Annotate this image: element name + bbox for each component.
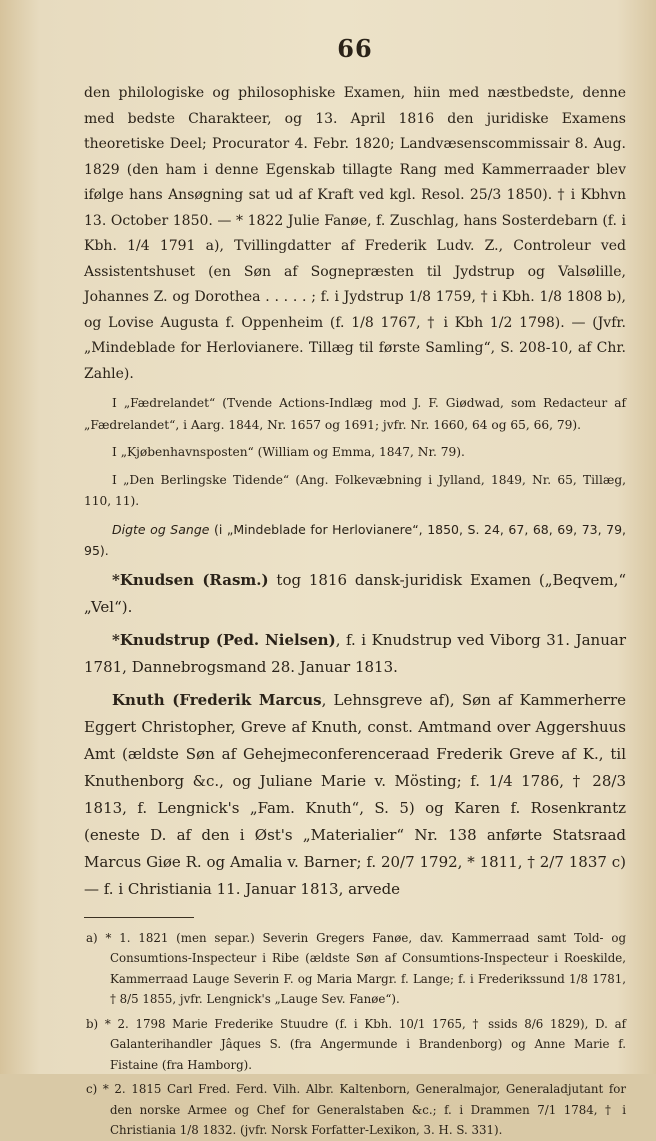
footnote-a: a) * 1. 1821 (men separ.) Severin Gregers Fanøe, dav. Kammerraad samt Told- og Consumtions-Inspecteur i Ribe (ældste Søn af Consumtions-Inspecteur i Roeskilde, Kammerraad Lauge Severin F. og Maria Margr. f. Lange; f. i Frederikssund 1/8 1781, † 8/5 1855, jvfr. Lengnick's „Lauge Sev. Fanøe“).	[86, 930, 626, 1006]
entry-knudsen-text: tog 1816 dansk-juridisk Examen („Beqvem,“ „Vel“).	[84, 570, 627, 616]
footnote-b: b) * 2. 1798 Marie Frederike Stuudre (f. i Kbh. 10/1 1765, † ssids 8/6 1829), D. af Galanterihandler Jâques S. (fra Angermunde i Brandenborg) og Anne Marie f. Fistaine (fra Hamborg).	[86, 1016, 626, 1072]
footnote-divider	[84, 917, 194, 918]
page-number: 66	[337, 34, 373, 63]
digte-title: Digte og Sange	[112, 521, 210, 537]
digte-rest: (i „Mindeblade for Herlovianere“, 1850, S. 24, 67, 68, 69, 73, 79, 95).	[84, 521, 627, 558]
entry-knudstrup	[84, 627, 626, 681]
paragraph-digte	[84, 519, 626, 561]
entry-knudstrup-text: , f. i Knudstrup ved Viborg 31. Januar 1781, Dannebrogsmand 28. Januar 1813.	[84, 630, 626, 676]
entry-knuth-name: Knuth (Frederik Marcus	[112, 690, 322, 709]
paragraph-biography: den philologiske og philosophiske Examen, hiin med næstbedste, denne med bedste Charakteer, og 13. April 1816 den juridiske Examens theoretiske Deel; Procurator 4. Febr. 1820; Landvæsenscommissair 8. Aug. 1829 (den ham i denne Egenskab tillagte Rang med Kammerraader blev ifølge hans Ansøgning sat ud af Kraft ved kgl. Resol. 25/3 1850). † i Kbhvn 13. October 1850. — * 1822 Julie Fanøe, f. Zuschlag, hans Sosterdebarn (f. i Kbh. 1/4 1791 a), Tvillingdatter af Frederik Ludv. Z., Controleur ved Assistentshuset (en Søn af Sognepræsten til Jydstrup og Valsølille, Johannes Z. og Dorothea . . . . . ; f. i Jydstrup 1/8 1759, † i Kbh. 1/8 1808 b), og Lovise Augusta f. Oppenheim (f. 1/8 1767, † i Kbh 1/2 1798). — (Jvfr. „Mindeblade for Herlovianere. Tillæg til første Samling“, S. 208-10, af Chr. Zahle).	[84, 85, 626, 382]
entry-knudstrup-name: *Knudstrup (Ped. Nielsen)	[112, 630, 336, 649]
footnotes	[84, 928, 626, 1141]
entry-knuth	[84, 687, 626, 903]
main-text	[84, 81, 626, 903]
paragraph-kjobenhavnsposten: I „Kjøbenhavnsposten“ (William og Emma, 1847, Nr. 79).	[112, 445, 465, 459]
footnote-c: c) * 2. 1815 Carl Fred. Ferd. Vilh. Albr. Kaltenborn, Generalmajor, Generaladjutant for den norske Armee og Chef for Generalstaben &c.; f. i Drammen 7/1 1784, † i Christiania 1/8 1832. (jvfr. Norsk Forfatter-Lexikon, 3. H. S. 331).	[86, 1082, 626, 1137]
entry-knuth-text: , Lehnsgreve af), Søn af Kammerherre Eggert Christopher, Greve af Knuth, const. Amtmand over Aggershuus Amt (ældste Søn af Gehejmeconferenceraad Frederik Greve af K., til Knuthenborg &c., og Juliane Marie v. Mösting; f. 1/4 1786, † 28/3 1813, f. Lengnick's „Fam. Knuth“, S. 5) og Karen f. Rosenkrantz (eneste D. af den i Øst's „Materialier“ Nr. 138 anførte Statsraad Marcus Giøe R. og Amalia v. Barner; f. 20/7 1792, * 1811, † 2/7 1837 c) — f. i Christiania 11. Januar 1813, arvede	[84, 690, 626, 898]
entry-knudsen	[84, 567, 626, 621]
paragraph-faedrelandet: I „Fædrelandet“ (Tvende Actions-Indlæg mod J. F. Giødwad, som Redacteur af „Fædrelandet“, i Aarg. 1844, Nr. 1657 og 1691; jvfr. Nr. 1660, 64 og 65, 66, 79).	[84, 396, 626, 432]
paragraph-berlingske: I „Den Berlingske Tidende“ (Ang. Folkevæbning i Jylland, 1849, Nr. 65, Tillæg, 110, 11).	[84, 472, 626, 508]
entry-knudsen-name: *Knudsen (Rasm.)	[112, 570, 269, 589]
